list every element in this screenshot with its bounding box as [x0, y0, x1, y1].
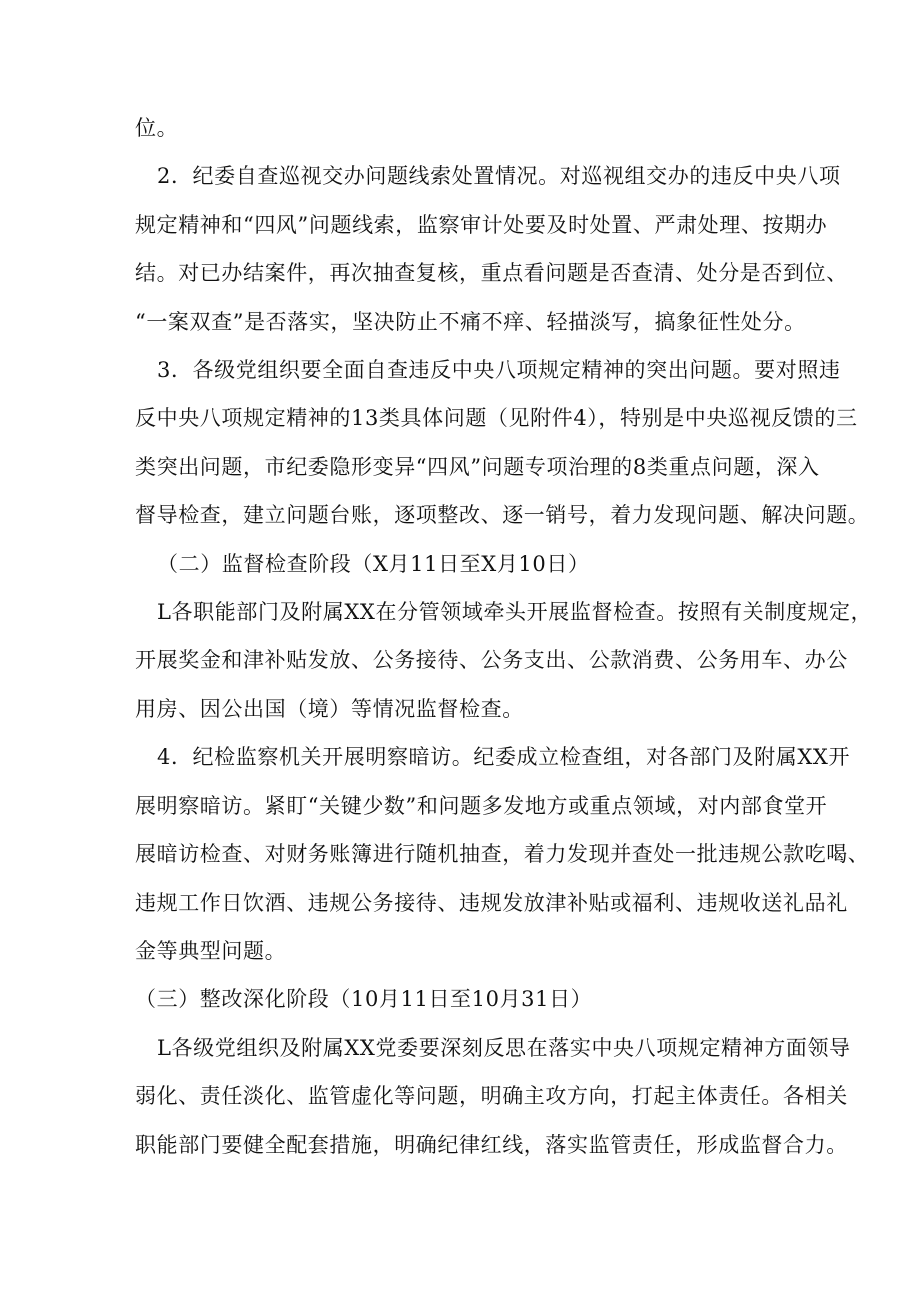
text-line: 类突出问题，市纪委隐形变异“四风”问题专项治理的8类重点问题，深入	[135, 454, 820, 479]
text-line: 展明察暗访。紧盯“关键少数”和问题多发地方或重点领域，对内部食堂开	[135, 793, 828, 818]
text-line: 规定精神和“四风”问题线索，监察审计处要及时处置、严肃处理、按期办	[135, 212, 828, 237]
text-line: 开展奖金和津补贴发放、公务接待、公务支出、公款消费、公务用车、办公	[135, 648, 848, 673]
paragraph-item-3-body	[135, 394, 870, 539]
text-line: 2．纪委自查巡视交办问题线索处置情况。对巡视组交办的违反中央八项	[157, 164, 841, 189]
paragraph-item-4	[135, 733, 851, 781]
text-line: 结。对已办结案件，再次抽查复核，重点看问题是否查清、处分是否到位、	[135, 261, 848, 286]
paragraph-item-l1	[135, 588, 873, 636]
text-line: 违规工作日饮酒、违规公务接待、违规发放津补贴或福利、违规收送礼品礼	[135, 890, 848, 915]
paragraph-item-4-body	[135, 782, 870, 976]
paragraph-continuation	[135, 104, 795, 152]
text-line: 展暗访检查、对财务账簿进行随机抽查，着力发现并查处一批违规公款吃喝、	[135, 842, 870, 867]
text-line: L各职能部门及附属XX在分管领域牵头开展监督检查。按照有关制度规定，	[157, 600, 873, 625]
text-line: 反中央八项规定精神的13类具体问题（见附件4），特别是中央巡视反馈的三	[135, 406, 858, 431]
text-line: 督导检查，建立问题台账，逐项整改、逐一销号，着力发现问题、解决问题。	[135, 503, 870, 528]
text-line: （二）监督检查阶段（X月11日至X月10日）	[157, 551, 590, 576]
text-line: 用房、因公出国（境）等情况监督检查。	[135, 696, 524, 721]
paragraph-item-2	[135, 152, 841, 200]
paragraph-item-l1-body	[135, 636, 848, 733]
text-line: 弱化、责任淡化、监管虚化等问题，明确主攻方向，打起主体责任。各相关	[135, 1084, 848, 1109]
paragraph-item-3	[135, 346, 841, 394]
paragraph-item-2-body	[135, 201, 848, 346]
paragraph-item-l2-body	[135, 1072, 848, 1169]
text-line: （三）整改深化阶段（10月11日至10月31日）	[135, 987, 593, 1012]
section-heading-3	[135, 975, 795, 1023]
text-line: “一案双查”是否落实，坚决防止不痛不痒、轻描淡写，搞象征性处分。	[135, 309, 806, 334]
section-heading-2	[135, 540, 795, 588]
document-body	[135, 104, 873, 1169]
text-line: 位。	[135, 116, 179, 140]
text-line: L各级党组织及附属XX党委要深刻反思在落实中央八项规定精神方面领导	[157, 1035, 851, 1060]
paragraph-item-l2	[135, 1024, 851, 1072]
text-line: 职能部门要健全配套措施，明确纪律红线，落实监管责任，形成监督合力。	[135, 1132, 848, 1157]
text-line: 4．纪检监察机关开展明察暗访。纪委成立检查组，对各部门及附属XX开	[157, 745, 851, 770]
text-line: 3．各级党组织要全面自查违反中央八项规定精神的突出问题。要对照违	[157, 358, 841, 383]
text-line: 金等典型问题。	[135, 938, 287, 963]
